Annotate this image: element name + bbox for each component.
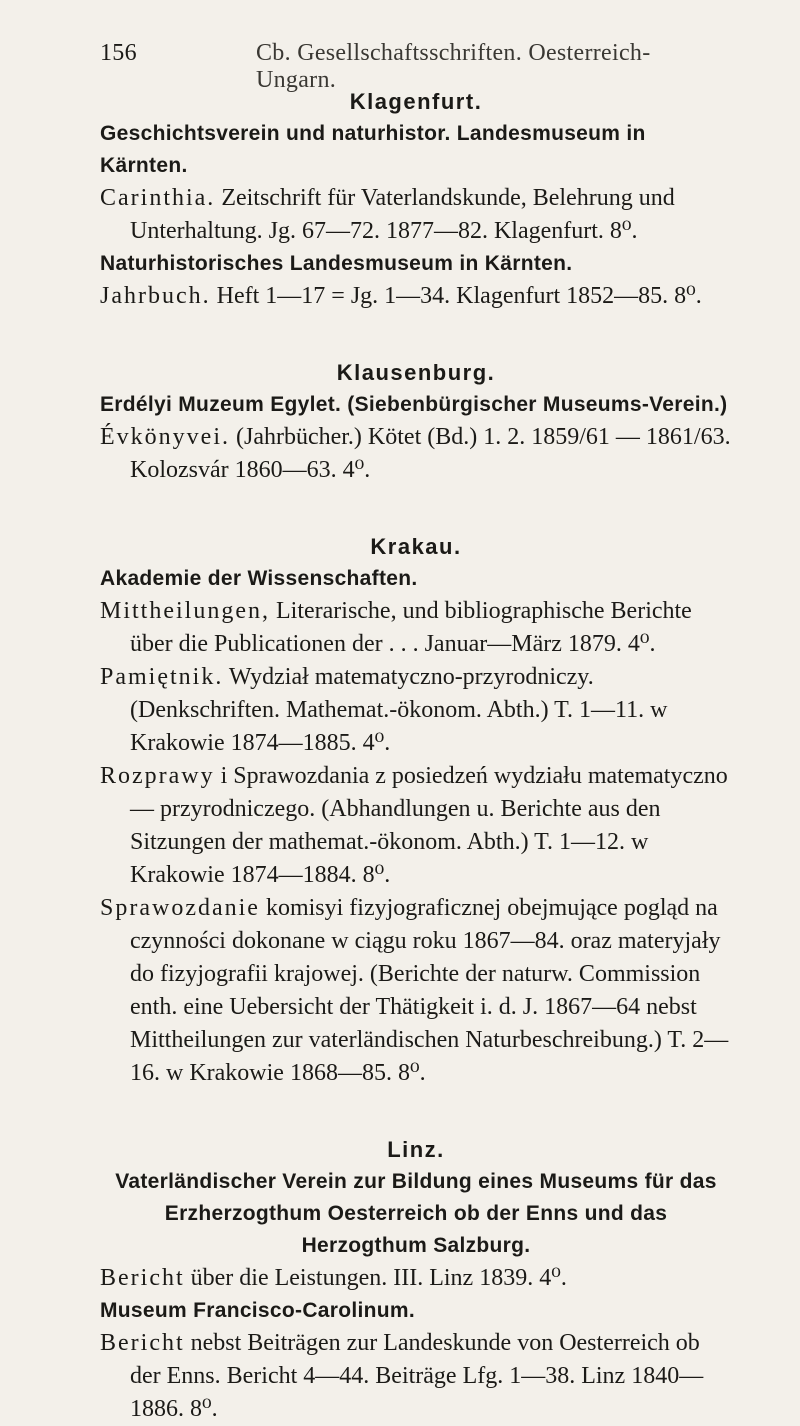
institution-name: Vaterländischer Verein zur Bildung eines Museums für das Erzherzogthum Oesterreich ob der Enns und das Herzogthum Salzburg. [115, 1170, 717, 1257]
publication-details: Wydział matematyczno-przyrodniczy. (Denkschriften. Mathemat.-ökonom. Abth.) T. 1—11. w Krakowie 1874—1885. 4⁰. [130, 664, 668, 756]
publication-title: Carinthia. [100, 185, 216, 211]
publication-title: Jahrbuch. [100, 283, 211, 309]
institution-name: Museum Francisco-Carolinum. [100, 1299, 415, 1322]
publication-details: (Jahrbücher.) Kötet (Bd.) 1. 2. 1859/61 — 1861/63. Kolozsvár 1860—63. 4⁰. [130, 424, 731, 483]
institution-name: Naturhistorisches Landesmuseum in Kärnten. [100, 252, 573, 275]
institution-name: Geschichtsverein und naturhistor. Landesmuseum in Kärnten. [100, 122, 646, 177]
institution-name: Akademie der Wissenschaften. [100, 567, 418, 590]
publication-title: Évkönyvei. [100, 424, 230, 450]
publication-entry [100, 1262, 732, 1295]
publication-entry [100, 760, 732, 892]
publication-entry [100, 280, 732, 313]
publication-entry [100, 892, 732, 1090]
publication-details: nebst Beiträgen zur Landeskunde von Oesterreich ob der Enns. Bericht 4—44. Beiträge Lfg. 1—38. Linz 1840—1886. 8⁰. [130, 1330, 704, 1422]
publication-title: Pamiętnik. [100, 664, 224, 690]
city-heading: Krakau. [370, 534, 462, 559]
institution-name: Erdélyi Muzeum Egylet. (Siebenbürgischer Museums-Verein.) [100, 393, 728, 416]
publication-entry [100, 661, 732, 760]
city-heading: Klausenburg. [336, 360, 496, 385]
running-title: Cb. Gesellschaftsschriften. Oesterreich-Ungarn. [256, 40, 651, 93]
bibliography-content [100, 86, 732, 1426]
publication-details: komisyi fizyjograficznej obejmujące pogląd na czynności dokonane w ciągu roku 1867—84. oraz materyjały do fizyjografii krajowej. (Berichte der naturw. Commission enth. eine Uebersicht der Thätigkeit i. d. J. 1867—64 nebst Mittheilungen zur vaterländischen Naturbeschreibung.) T. 2—16. w Krakowie 1868—85. 8⁰. [130, 895, 729, 1086]
publication-title: Sprawozdanie [100, 895, 260, 921]
publication-details: Literarische, und bibliographische Berichte über die Publicationen der . . . Januar—März 1879. 4⁰. [130, 598, 692, 657]
city-heading: Klagenfurt. [349, 89, 483, 114]
publication-title: Rozprawy [100, 763, 215, 789]
publication-details: i Sprawozdania z posiedzeń wydziału matematyczno — przyrodniczego. (Abhandlungen u. Berichte aus den Sitzungen der mathemat.-ökonom. Abth.) T. 1—12. w Krakowie 1874—1884. 8⁰. [130, 763, 728, 888]
publication-details: Zeitschrift für Vaterlandskunde, Belehrung und Unterhaltung. Jg. 67—72. 1877—82. Klagenfurt. 8⁰. [130, 185, 675, 244]
city-heading: Linz. [387, 1137, 445, 1162]
publication-details: Heft 1—17 = Jg. 1—34. Klagenfurt 1852—85. 8⁰. [216, 283, 702, 309]
publication-details: über die Leistungen. III. Linz 1839. 4⁰. [190, 1265, 567, 1291]
publication-title: Bericht [100, 1330, 185, 1356]
publication-entry [100, 421, 732, 487]
publication-entry [100, 595, 732, 661]
publication-title: Bericht [100, 1265, 185, 1291]
publication-entry [100, 182, 732, 248]
page-number: 156 [100, 40, 137, 66]
publication-title: Mittheilungen, [100, 598, 270, 624]
